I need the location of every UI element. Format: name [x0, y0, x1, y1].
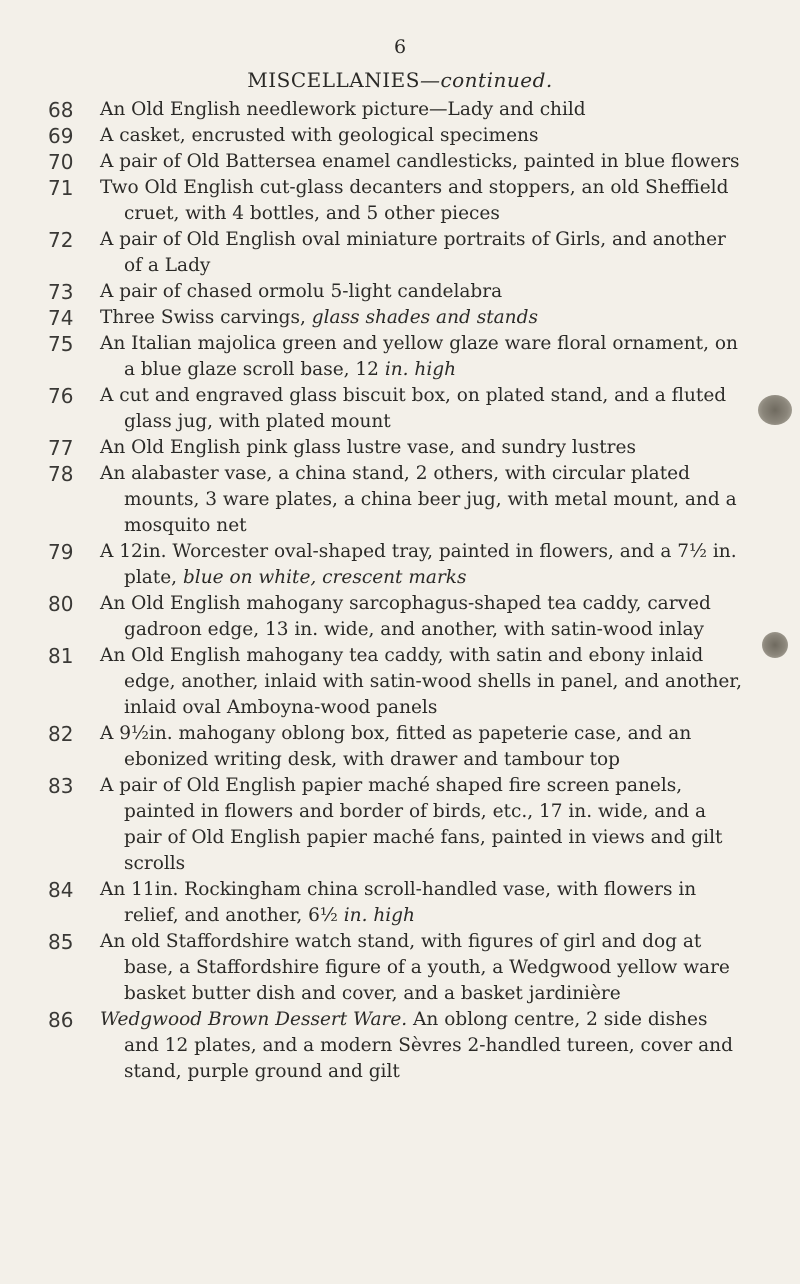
- lot-text: A pair of Old Battersea enamel candlesticks, painted in blue flowers: [100, 151, 740, 172]
- page-number: 6: [393, 36, 407, 58]
- lot-number: 78: [48, 462, 74, 486]
- lot-description: [100, 461, 748, 539]
- lot-description: [100, 305, 748, 331]
- lot-entry: [48, 435, 748, 461]
- lot-entry: [48, 1007, 748, 1085]
- lot-text: An Old English needlework picture—Lady and child: [100, 99, 586, 120]
- lot-description: [100, 929, 748, 1007]
- lot-entry: [48, 331, 748, 383]
- lot-number: 72: [48, 228, 74, 252]
- lot-number: 71: [48, 176, 74, 200]
- lot-text: An old Staffordshire watch stand, with figures of girl and dog at base, a Staffordshire figure of a youth, a Wedgwood yellow ware basket butter dish and cover, and a basket jardinière: [100, 931, 730, 1004]
- lot-text-italic: in. high: [384, 359, 457, 380]
- lot-text: A pair of Old English papier maché shaped fire screen panels, painted in flowers and border of birds, etc., 17 in. wide, and a pair of Old English papier maché fans, painted in views and gilt scrolls: [100, 775, 723, 874]
- lot-text: A pair of chased ormolu 5-light candelabra: [100, 281, 503, 302]
- lot-text: An 11in. Rockingham china scroll-handled vase, with flowers in relief, and another, 6½: [100, 879, 697, 926]
- lot-description: [100, 175, 748, 227]
- lot-number: 85: [48, 930, 74, 954]
- lot-text: Two Old English cut-glass decanters and stoppers, an old Sheffield cruet, with 4 bottles, and 5 other pieces: [100, 177, 729, 224]
- lot-text-italic: in. high: [343, 905, 415, 926]
- lot-entry: [48, 97, 748, 123]
- lot-entry: [48, 591, 748, 643]
- lot-entry: [48, 175, 748, 227]
- lot-entry: [48, 929, 748, 1007]
- lot-entry: [48, 877, 748, 929]
- lot-number: 86: [48, 1008, 74, 1032]
- lot-number: 68: [48, 98, 74, 122]
- lot-text: A pair of Old English oval miniature portraits of Girls, and another of a Lady: [100, 229, 726, 276]
- lot-text: An Italian majolica green and yellow glaze ware floral ornament, on a blue glaze scroll base, 12: [100, 333, 738, 380]
- lot-number: 74: [48, 306, 74, 330]
- lot-number: 73: [48, 280, 74, 304]
- lot-text-italic: Wedgwood Brown Dessert Ware.: [100, 1009, 408, 1030]
- paper-stain: [762, 632, 788, 658]
- lot-entry: [48, 383, 748, 435]
- lot-description: [100, 539, 748, 591]
- lot-description: [100, 97, 748, 123]
- lot-number: 76: [48, 384, 74, 408]
- lot-number: 82: [48, 722, 74, 746]
- lot-number: 75: [48, 332, 74, 356]
- lot-text: A cut and engraved glass biscuit box, on plated stand, and a fluted glass jug, with plated mount: [100, 385, 727, 432]
- section-heading: [0, 68, 800, 92]
- lot-text: An Old English mahogany sarcophagus-shaped tea caddy, carved gadroon edge, 13 in. wide, and another, with satin-wood inlay: [100, 593, 711, 640]
- lot-description: [100, 123, 748, 149]
- lot-text: An alabaster vase, a china stand, 2 others, with circular plated mounts, 3 ware plates, a china beer jug, with metal mount, and a mosquito net: [100, 463, 737, 536]
- lot-description: [100, 227, 748, 279]
- lot-description: [100, 721, 748, 773]
- lot-entry: [48, 721, 748, 773]
- lot-entry: [48, 773, 748, 877]
- lot-description: [100, 331, 748, 383]
- section-heading-title: MISCELLANIES: [247, 68, 420, 92]
- lot-number: 79: [48, 540, 74, 564]
- lot-description: [100, 591, 748, 643]
- lot-entry: [48, 279, 748, 305]
- lot-text: A 9½in. mahogany oblong box, fitted as papeterie case, and an ebonized writing desk, with drawer and tambour top: [100, 723, 692, 770]
- lot-description: [100, 643, 748, 721]
- lot-entry: [48, 149, 748, 175]
- lot-number: 69: [48, 124, 74, 148]
- lot-text: A 12in. Worcester oval-shaped tray, painted in flowers, and a 7½ in. plate,: [100, 541, 737, 588]
- lot-description: [100, 149, 748, 175]
- lot-text: An Old English pink glass lustre vase, and sundry lustres: [100, 437, 636, 458]
- lot-number: 80: [48, 592, 74, 616]
- lot-text: A casket, encrusted with geological specimens: [100, 125, 539, 146]
- lot-entry: [48, 461, 748, 539]
- lot-number: 83: [48, 774, 74, 798]
- lot-entry: [48, 123, 748, 149]
- lot-text-italic: blue on white, crescent marks: [182, 567, 467, 588]
- lot-description: [100, 383, 748, 435]
- lot-text: An Old English mahogany tea caddy, with satin and ebony inlaid edge, another, inlaid with satin-wood shells in panel, and another, inlaid oval Amboyna-wood panels: [100, 645, 742, 718]
- lot-list: [48, 97, 748, 1085]
- lot-entry: [48, 227, 748, 279]
- lot-number: 77: [48, 436, 74, 460]
- lot-description: [100, 435, 748, 461]
- lot-entry: [48, 539, 748, 591]
- lot-text: An oblong centre, 2 side dishes and 12 plates, and a modern Sèvres 2-handled tureen, cover and stand, purple ground and gilt: [124, 1009, 733, 1082]
- lot-description: [100, 279, 748, 305]
- lot-entry: [48, 643, 748, 721]
- lot-number: 84: [48, 878, 74, 902]
- lot-number: 70: [48, 150, 74, 174]
- lot-description: [100, 1007, 748, 1085]
- section-heading-continued: —continued.: [419, 68, 553, 92]
- paper-stain: [758, 395, 792, 425]
- lot-text: Three Swiss carvings,: [100, 307, 312, 328]
- lot-text-italic: glass shades and stands: [311, 307, 538, 328]
- lot-description: [100, 877, 748, 929]
- lot-number: 81: [48, 644, 74, 668]
- lot-entry: [48, 305, 748, 331]
- lot-description: [100, 773, 748, 877]
